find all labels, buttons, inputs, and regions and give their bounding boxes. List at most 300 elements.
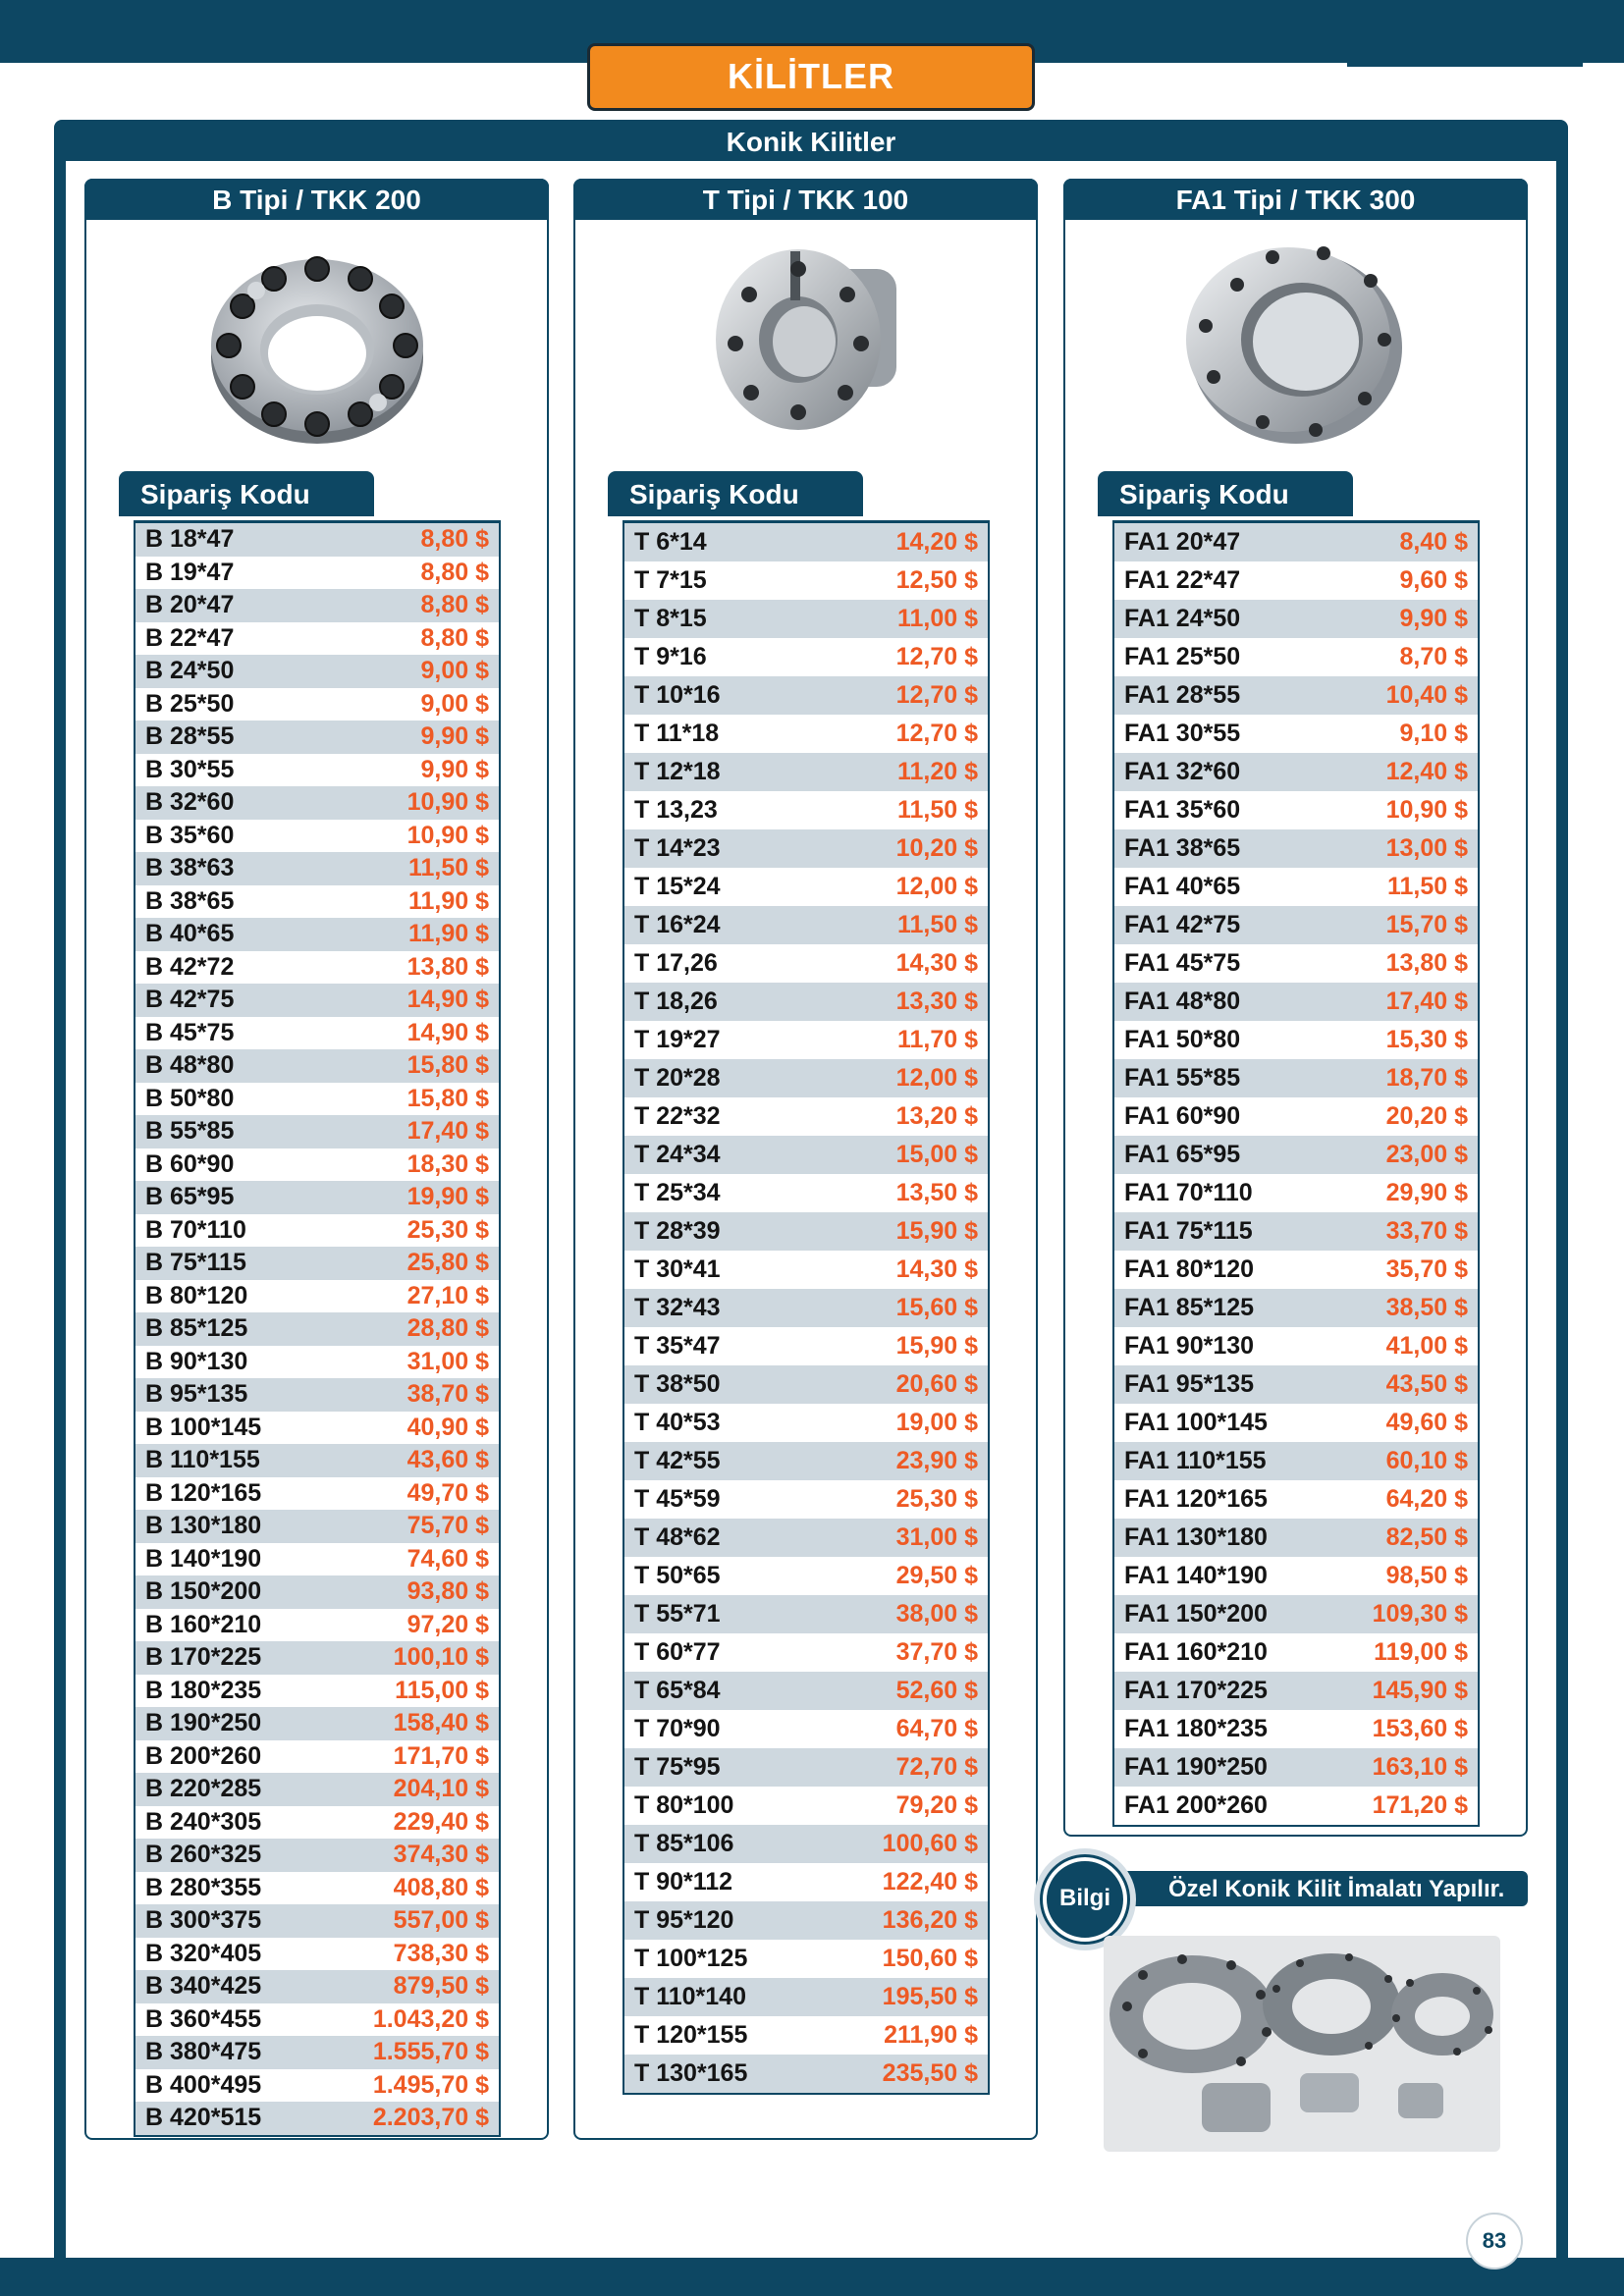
order-code: FA1 200*260 bbox=[1124, 1791, 1268, 1819]
order-code: B 320*405 bbox=[145, 1939, 262, 1967]
price: 374,30 $ bbox=[393, 1841, 489, 1869]
order-code-label: Sipariş Kodu bbox=[608, 471, 863, 516]
price: 163,10 $ bbox=[1372, 1753, 1468, 1781]
price-table bbox=[134, 520, 501, 2137]
price: 8,70 $ bbox=[1399, 643, 1468, 670]
price: 8,40 $ bbox=[1399, 528, 1468, 556]
price: 9,10 $ bbox=[1399, 720, 1468, 747]
price: 12,70 $ bbox=[895, 681, 978, 709]
order-code: FA1 85*125 bbox=[1124, 1294, 1255, 1321]
table-row bbox=[135, 852, 499, 885]
order-code: T 24*34 bbox=[634, 1141, 721, 1168]
table-row bbox=[135, 1970, 499, 2003]
top-right-accent bbox=[1347, 63, 1583, 67]
table-row bbox=[624, 1442, 988, 1480]
order-code: T 50*65 bbox=[634, 1562, 721, 1589]
order-code: FA1 65*95 bbox=[1124, 1141, 1241, 1168]
table-row bbox=[1114, 1748, 1478, 1787]
order-code: T 48*62 bbox=[634, 1523, 721, 1551]
table-row bbox=[1114, 944, 1478, 983]
order-code: T 25*34 bbox=[634, 1179, 721, 1206]
table-row bbox=[135, 2102, 499, 2135]
table-row bbox=[1114, 1595, 1478, 1633]
order-code: T 7*15 bbox=[634, 566, 707, 594]
table-row bbox=[135, 2069, 499, 2103]
price: 40,90 $ bbox=[406, 1413, 489, 1441]
order-code: T 35*47 bbox=[634, 1332, 721, 1360]
order-code: B 240*305 bbox=[145, 1807, 262, 1836]
price: 14,30 $ bbox=[895, 949, 978, 977]
price: 25,30 $ bbox=[895, 1485, 978, 1513]
order-code: T 16*24 bbox=[634, 911, 721, 938]
order-code: FA1 22*47 bbox=[1124, 566, 1241, 594]
table-row bbox=[135, 820, 499, 853]
price: 11,00 $ bbox=[896, 605, 978, 632]
price: 19,90 $ bbox=[406, 1183, 489, 1211]
order-code: B 260*325 bbox=[145, 1841, 262, 1869]
table-row bbox=[624, 1519, 988, 1557]
table-row bbox=[1114, 868, 1478, 906]
order-code: B 38*63 bbox=[145, 854, 235, 882]
price: 14,90 $ bbox=[406, 1018, 489, 1046]
order-code: B 280*355 bbox=[145, 1873, 262, 1901]
table-row bbox=[135, 1641, 499, 1675]
table-row bbox=[135, 1115, 499, 1148]
order-code: T 28*39 bbox=[634, 1217, 721, 1245]
table-row bbox=[624, 1595, 988, 1633]
table-row bbox=[135, 1083, 499, 1116]
table-row bbox=[624, 1978, 988, 2016]
price: 13,00 $ bbox=[1385, 834, 1468, 862]
order-code: FA1 120*165 bbox=[1124, 1485, 1268, 1513]
table-row bbox=[624, 638, 988, 676]
order-code: FA1 95*135 bbox=[1124, 1370, 1255, 1398]
bottom-band bbox=[0, 2258, 1624, 2296]
price: 64,20 $ bbox=[1385, 1485, 1468, 1513]
order-code: T 12*18 bbox=[634, 758, 721, 785]
table-row bbox=[135, 885, 499, 919]
order-code: B 140*190 bbox=[145, 1544, 262, 1573]
price: 27,10 $ bbox=[406, 1281, 489, 1309]
product-column-fa1-type bbox=[1063, 179, 1528, 1837]
price: 12,40 $ bbox=[1385, 758, 1468, 785]
price: 115,00 $ bbox=[395, 1676, 489, 1704]
price: 10,40 $ bbox=[1385, 681, 1468, 709]
order-code: B 380*475 bbox=[145, 2038, 262, 2066]
table-row bbox=[624, 1787, 988, 1825]
order-code: B 160*210 bbox=[145, 1610, 262, 1638]
order-code: B 42*72 bbox=[145, 952, 235, 981]
price: 171,20 $ bbox=[1372, 1791, 1468, 1819]
order-code: FA1 130*180 bbox=[1124, 1523, 1268, 1551]
order-code-label: Sipariş Kodu bbox=[1098, 471, 1353, 516]
price: 38,70 $ bbox=[406, 1380, 489, 1409]
table-row bbox=[1114, 1251, 1478, 1289]
table-row bbox=[135, 1839, 499, 1872]
custom-locking-assemblies-image bbox=[1104, 1936, 1500, 2152]
table-row bbox=[135, 655, 499, 688]
price: 29,90 $ bbox=[1385, 1179, 1468, 1206]
price: 10,90 $ bbox=[406, 788, 489, 817]
table-row bbox=[135, 2003, 499, 2037]
table-row bbox=[135, 1872, 499, 1905]
table-row bbox=[624, 1327, 988, 1365]
price: 49,60 $ bbox=[1385, 1409, 1468, 1436]
order-code: FA1 170*225 bbox=[1124, 1677, 1268, 1704]
order-code: T 13,23 bbox=[634, 796, 718, 824]
price: 11,90 $ bbox=[407, 920, 489, 948]
table-row bbox=[1114, 1519, 1478, 1557]
order-code: B 48*80 bbox=[145, 1051, 235, 1080]
table-row bbox=[1114, 523, 1478, 561]
table-row bbox=[135, 1543, 499, 1576]
order-code: B 90*130 bbox=[145, 1347, 248, 1375]
table-row bbox=[624, 676, 988, 715]
table-row bbox=[624, 791, 988, 829]
price: 28,80 $ bbox=[406, 1314, 489, 1343]
table-row bbox=[135, 557, 499, 590]
table-row bbox=[1114, 791, 1478, 829]
order-code: FA1 45*75 bbox=[1124, 949, 1241, 977]
order-code: FA1 40*65 bbox=[1124, 873, 1241, 900]
order-code: FA1 180*235 bbox=[1124, 1715, 1268, 1742]
order-code: B 50*80 bbox=[145, 1084, 235, 1112]
price: 11,50 $ bbox=[1386, 873, 1468, 900]
price: 38,50 $ bbox=[1385, 1294, 1468, 1321]
price: 100,10 $ bbox=[393, 1643, 489, 1672]
table-row bbox=[135, 1477, 499, 1511]
price: 17,40 $ bbox=[406, 1117, 489, 1146]
table-row bbox=[135, 721, 499, 754]
table-row bbox=[135, 1181, 499, 1214]
table-row bbox=[624, 829, 988, 868]
price: 136,20 $ bbox=[882, 1906, 978, 1934]
order-code: B 170*225 bbox=[145, 1643, 262, 1672]
price: 31,00 $ bbox=[895, 1523, 978, 1551]
table-row bbox=[135, 1312, 499, 1346]
price: 9,00 $ bbox=[420, 689, 489, 718]
order-code: FA1 80*120 bbox=[1124, 1255, 1255, 1283]
table-row bbox=[1114, 983, 1478, 1021]
price: 37,70 $ bbox=[895, 1638, 978, 1666]
order-code: T 6*14 bbox=[634, 528, 707, 556]
order-code: FA1 50*80 bbox=[1124, 1026, 1241, 1053]
table-row bbox=[135, 1247, 499, 1280]
order-code: T 8*15 bbox=[634, 605, 707, 632]
table-row bbox=[135, 786, 499, 820]
price: 25,30 $ bbox=[406, 1215, 489, 1244]
price: 98,50 $ bbox=[1385, 1562, 1468, 1589]
table-row bbox=[624, 2016, 988, 2055]
price: 2.203,70 $ bbox=[372, 2104, 489, 2132]
table-row bbox=[135, 1280, 499, 1313]
table-row bbox=[135, 1148, 499, 1182]
price: 8,80 $ bbox=[420, 591, 489, 619]
order-code: B 100*145 bbox=[145, 1413, 262, 1441]
table-row bbox=[624, 1097, 988, 1136]
price: 15,00 $ bbox=[895, 1141, 978, 1168]
column-title: FA1 Tipi / TKK 300 bbox=[1063, 179, 1528, 220]
price: 11,70 $ bbox=[896, 1026, 978, 1053]
order-code: FA1 100*145 bbox=[1124, 1409, 1268, 1436]
page-number: 83 bbox=[1466, 2213, 1523, 2269]
price: 52,60 $ bbox=[895, 1677, 978, 1704]
price: 8,80 $ bbox=[420, 623, 489, 652]
table-row bbox=[135, 1575, 499, 1609]
table-row bbox=[1114, 1365, 1478, 1404]
price: 158,40 $ bbox=[393, 1709, 489, 1737]
order-code: B 420*515 bbox=[145, 2104, 262, 2132]
order-code: B 400*495 bbox=[145, 2070, 262, 2099]
order-code: FA1 30*55 bbox=[1124, 720, 1241, 747]
price: 43,50 $ bbox=[1385, 1370, 1468, 1398]
price: 195,50 $ bbox=[882, 1983, 978, 2010]
price: 204,10 $ bbox=[393, 1775, 489, 1803]
price: 41,00 $ bbox=[1385, 1332, 1468, 1360]
price: 35,70 $ bbox=[1385, 1255, 1468, 1283]
table-row bbox=[135, 589, 499, 622]
price: 20,60 $ bbox=[895, 1370, 978, 1398]
table-row bbox=[1114, 1710, 1478, 1748]
price: 14,90 $ bbox=[406, 986, 489, 1014]
price: 82,50 $ bbox=[1385, 1523, 1468, 1551]
price: 38,00 $ bbox=[895, 1600, 978, 1628]
price: 13,80 $ bbox=[406, 952, 489, 981]
order-code: T 14*23 bbox=[634, 834, 721, 862]
order-code: B 220*285 bbox=[145, 1775, 262, 1803]
table-row bbox=[1114, 1327, 1478, 1365]
table-row bbox=[135, 1214, 499, 1248]
price: 1.555,70 $ bbox=[372, 2038, 489, 2066]
order-code: B 190*250 bbox=[145, 1709, 262, 1737]
price: 43,60 $ bbox=[406, 1446, 489, 1474]
price: 229,40 $ bbox=[393, 1807, 489, 1836]
price: 109,30 $ bbox=[1372, 1600, 1468, 1628]
order-code: B 30*55 bbox=[145, 755, 235, 783]
price: 11,50 $ bbox=[896, 911, 978, 938]
table-row bbox=[624, 1480, 988, 1519]
price: 235,50 $ bbox=[882, 2059, 978, 2087]
order-code-label: Sipariş Kodu bbox=[119, 471, 374, 516]
order-code: FA1 24*50 bbox=[1124, 605, 1241, 632]
order-code: T 90*112 bbox=[634, 1868, 733, 1896]
order-code: T 80*100 bbox=[634, 1791, 734, 1819]
order-code: B 25*50 bbox=[145, 689, 235, 718]
table-row bbox=[1114, 600, 1478, 638]
table-row bbox=[135, 1806, 499, 1840]
table-row bbox=[624, 1557, 988, 1595]
price: 97,20 $ bbox=[406, 1610, 489, 1638]
table-row bbox=[1114, 1404, 1478, 1442]
order-code: T 95*120 bbox=[634, 1906, 734, 1934]
price: 9,00 $ bbox=[420, 657, 489, 685]
price: 11,20 $ bbox=[896, 758, 978, 785]
table-row bbox=[624, 1212, 988, 1251]
order-code: B 32*60 bbox=[145, 788, 235, 817]
table-row bbox=[135, 1740, 499, 1774]
table-row bbox=[1114, 561, 1478, 600]
order-code: T 20*28 bbox=[634, 1064, 721, 1092]
table-row bbox=[135, 1707, 499, 1740]
product-column-b-type bbox=[84, 179, 549, 2140]
table-row bbox=[135, 1938, 499, 1971]
order-code: T 17,26 bbox=[634, 949, 718, 977]
order-code: FA1 110*155 bbox=[1124, 1447, 1267, 1474]
table-row bbox=[624, 1748, 988, 1787]
order-code: FA1 190*250 bbox=[1124, 1753, 1268, 1781]
order-code: B 85*125 bbox=[145, 1314, 248, 1343]
price: 12,70 $ bbox=[895, 720, 978, 747]
table-row bbox=[1114, 1021, 1478, 1059]
order-code: T 30*41 bbox=[634, 1255, 721, 1283]
price: 1.495,70 $ bbox=[372, 2070, 489, 2099]
order-code: B 360*455 bbox=[145, 2004, 262, 2033]
table-row bbox=[624, 2055, 988, 2093]
table-row bbox=[624, 1901, 988, 1940]
table-row bbox=[624, 1672, 988, 1710]
order-code: B 40*65 bbox=[145, 920, 235, 948]
order-code: T 130*165 bbox=[634, 2059, 748, 2087]
order-code: FA1 25*50 bbox=[1124, 643, 1241, 670]
order-code: FA1 140*190 bbox=[1124, 1562, 1268, 1589]
order-code: B 45*75 bbox=[145, 1018, 235, 1046]
table-row bbox=[624, 1136, 988, 1174]
price: 60,10 $ bbox=[1385, 1447, 1468, 1474]
table-row bbox=[1114, 1212, 1478, 1251]
table-row bbox=[135, 951, 499, 985]
order-code: T 18,26 bbox=[634, 988, 718, 1015]
order-code: FA1 48*80 bbox=[1124, 988, 1241, 1015]
table-row bbox=[624, 868, 988, 906]
table-row bbox=[624, 1633, 988, 1672]
table-row bbox=[1114, 715, 1478, 753]
price: 211,90 $ bbox=[884, 2021, 978, 2049]
order-code: T 40*53 bbox=[634, 1409, 721, 1436]
order-code: T 75*95 bbox=[634, 1753, 721, 1781]
order-code: B 22*47 bbox=[145, 623, 235, 652]
table-row bbox=[135, 2036, 499, 2069]
order-code: T 45*59 bbox=[634, 1485, 721, 1513]
price: 17,40 $ bbox=[1385, 988, 1468, 1015]
table-row bbox=[624, 1289, 988, 1327]
price: 13,20 $ bbox=[895, 1102, 978, 1130]
price: 29,50 $ bbox=[895, 1562, 978, 1589]
table-row bbox=[624, 715, 988, 753]
order-code: B 60*90 bbox=[145, 1149, 235, 1178]
price: 18,70 $ bbox=[1385, 1064, 1468, 1092]
order-code: B 340*425 bbox=[145, 1972, 262, 2001]
order-code: T 120*155 bbox=[634, 2021, 748, 2049]
price: 13,30 $ bbox=[895, 988, 978, 1015]
info-bar: Özel Konik Kilit İmalatı Yapılır. bbox=[1080, 1871, 1528, 1906]
table-row bbox=[135, 688, 499, 721]
price: 1.043,20 $ bbox=[372, 2004, 489, 2033]
table-row bbox=[624, 1251, 988, 1289]
table-row bbox=[1114, 676, 1478, 715]
order-code: B 110*155 bbox=[145, 1446, 260, 1474]
table-row bbox=[1114, 1672, 1478, 1710]
price: 15,30 $ bbox=[1385, 1026, 1468, 1053]
price: 10,20 $ bbox=[895, 834, 978, 862]
table-row bbox=[1114, 1633, 1478, 1672]
locking-assembly-fa1-type-image bbox=[1178, 230, 1414, 455]
price: 122,40 $ bbox=[882, 1868, 978, 1896]
order-code: B 28*55 bbox=[145, 722, 235, 751]
order-code: T 15*24 bbox=[634, 873, 721, 900]
order-code: B 75*115 bbox=[145, 1249, 246, 1277]
order-code: FA1 90*130 bbox=[1124, 1332, 1255, 1360]
order-code: FA1 150*200 bbox=[1124, 1600, 1268, 1628]
price: 74,60 $ bbox=[406, 1544, 489, 1573]
table-row bbox=[135, 1675, 499, 1708]
table-row bbox=[624, 1825, 988, 1863]
price: 13,80 $ bbox=[1385, 949, 1468, 977]
price: 100,60 $ bbox=[882, 1830, 978, 1857]
order-code: T 100*125 bbox=[634, 1945, 748, 1972]
order-code: T 110*140 bbox=[634, 1983, 746, 2010]
price: 15,70 $ bbox=[1385, 911, 1468, 938]
price: 15,60 $ bbox=[895, 1294, 978, 1321]
order-code: B 80*120 bbox=[145, 1281, 248, 1309]
price: 64,70 $ bbox=[895, 1715, 978, 1742]
price: 153,60 $ bbox=[1372, 1715, 1468, 1742]
price-table bbox=[623, 520, 990, 2095]
table-row bbox=[1114, 753, 1478, 791]
price: 171,70 $ bbox=[393, 1741, 489, 1770]
price: 12,50 $ bbox=[895, 566, 978, 594]
order-code: T 22*32 bbox=[634, 1102, 721, 1130]
price: 11,50 $ bbox=[896, 796, 978, 824]
order-code: B 130*180 bbox=[145, 1512, 262, 1540]
table-row bbox=[1114, 1174, 1478, 1212]
price-table bbox=[1112, 520, 1480, 1827]
price: 13,50 $ bbox=[895, 1179, 978, 1206]
table-row bbox=[624, 1940, 988, 1978]
order-code: B 38*65 bbox=[145, 886, 235, 915]
price: 19,00 $ bbox=[895, 1409, 978, 1436]
price: 9,60 $ bbox=[1399, 566, 1468, 594]
table-row bbox=[135, 523, 499, 557]
order-code: T 42*55 bbox=[634, 1447, 721, 1474]
table-row bbox=[624, 983, 988, 1021]
price: 25,80 $ bbox=[406, 1249, 489, 1277]
table-row bbox=[624, 944, 988, 983]
order-code: T 19*27 bbox=[634, 1026, 721, 1053]
table-row bbox=[624, 561, 988, 600]
price: 11,90 $ bbox=[407, 886, 489, 915]
order-code: B 18*47 bbox=[145, 525, 235, 554]
price: 23,90 $ bbox=[895, 1447, 978, 1474]
order-code: B 19*47 bbox=[145, 558, 235, 586]
price: 9,90 $ bbox=[420, 755, 489, 783]
order-code: FA1 42*75 bbox=[1124, 911, 1241, 938]
table-row bbox=[1114, 1480, 1478, 1519]
price: 150,60 $ bbox=[882, 1945, 978, 1972]
info-badge: Bilgi bbox=[1043, 1857, 1127, 1942]
price: 9,90 $ bbox=[420, 722, 489, 751]
order-code: T 9*16 bbox=[634, 643, 707, 670]
table-row bbox=[1114, 1557, 1478, 1595]
price: 12,00 $ bbox=[895, 873, 978, 900]
table-row bbox=[135, 1412, 499, 1445]
table-row bbox=[624, 523, 988, 561]
table-row bbox=[1114, 1059, 1478, 1097]
order-code: B 180*235 bbox=[145, 1676, 262, 1704]
table-row bbox=[135, 1378, 499, 1412]
table-row bbox=[624, 1863, 988, 1901]
table-row bbox=[1114, 638, 1478, 676]
table-row bbox=[135, 1609, 499, 1642]
